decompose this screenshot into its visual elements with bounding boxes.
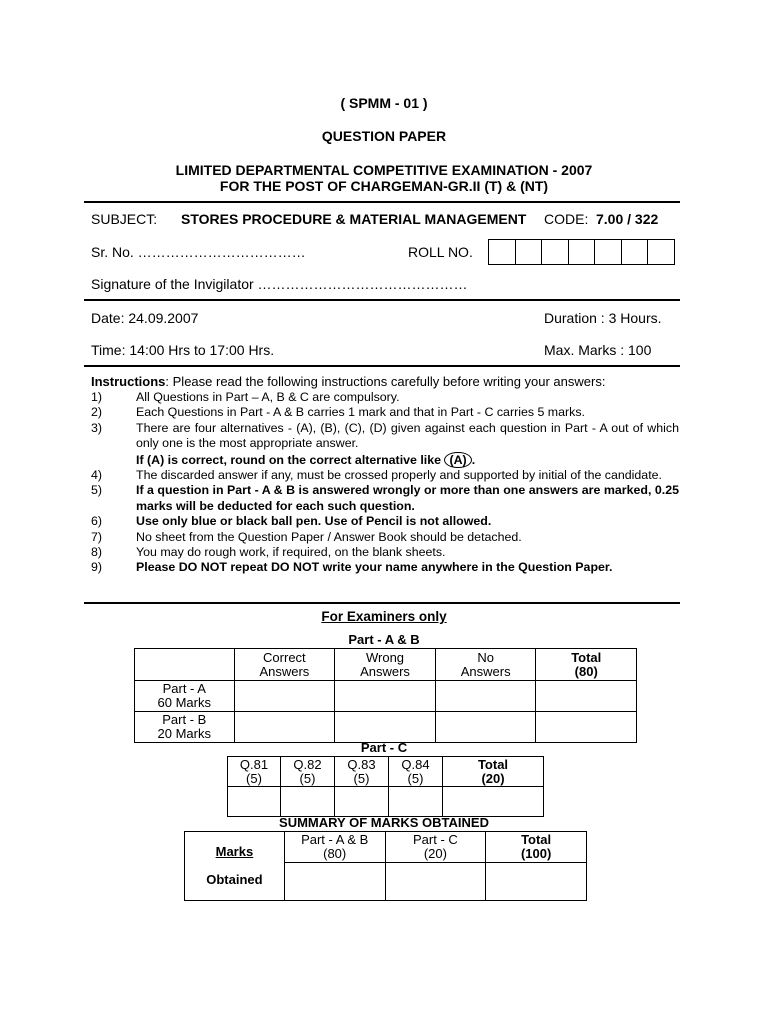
item-text: Please DO NOT repeat DO NOT write your name anywhere in the Question Paper. (136, 560, 613, 575)
summary-table (184, 831, 587, 901)
entry-cell[interactable] (335, 712, 436, 743)
max-marks: Max. Marks : 100 (544, 342, 652, 358)
item-number (91, 452, 136, 468)
part-c-caption: Part - C (360, 740, 408, 755)
entry-cell[interactable] (284, 863, 385, 901)
exam-duration: Duration : 3 Hours. (544, 310, 662, 326)
table-cell (135, 649, 235, 681)
entry-cell[interactable] (234, 712, 335, 743)
entry-cell[interactable] (228, 787, 281, 817)
exam-title: LIMITED DEPARTMENTAL COMPETITIVE EXAMINATION - 2007 (175, 162, 593, 178)
instructions-heading (91, 374, 605, 389)
entry-cell[interactable] (234, 681, 335, 712)
item-number: 6) (91, 514, 103, 529)
header-text: (5) (353, 770, 370, 786)
entry-cell[interactable] (389, 787, 443, 817)
table-cell (284, 832, 385, 863)
header-text: No (477, 649, 494, 665)
table-cell (385, 832, 486, 863)
list-item (91, 545, 679, 560)
header-text: Total (571, 649, 602, 665)
item-number: 4) (91, 468, 103, 483)
row-label: Obtained (206, 872, 263, 887)
code-label: CODE: (544, 211, 589, 227)
summary-caption: SUMMARY OF MARKS OBTAINED (279, 815, 489, 830)
entry-cell[interactable] (335, 681, 436, 712)
header-text: Answers (259, 663, 310, 679)
subject-name: STORES PROCEDURE & MATERIAL MANAGEMENT (181, 211, 527, 227)
header-text: Q.83 (347, 756, 376, 772)
item-number: 5) (91, 483, 103, 498)
part-ab-table (134, 648, 637, 743)
post-title: FOR THE POST OF CHARGEMAN-GR.II (T) & (NT) (219, 178, 549, 194)
roll-no-boxes[interactable] (488, 239, 675, 265)
header-text: Total (477, 756, 509, 772)
header-text: Q.81 (239, 756, 269, 772)
row-label: Marks (215, 844, 254, 859)
header-text: (20) (423, 846, 447, 861)
subject-label: SUBJECT: (91, 211, 158, 227)
list-item (91, 560, 679, 575)
header-text: Correct (263, 649, 306, 665)
roll-no-label: ROLL NO. (408, 244, 473, 260)
table-cell (281, 757, 335, 787)
table-cell (135, 712, 235, 743)
divider (84, 365, 680, 367)
list-item (91, 468, 679, 483)
list-item (91, 452, 679, 468)
item-text: You may do rough work, if required, on the blank sheets. (136, 545, 446, 560)
divider (84, 201, 680, 203)
header-text: Answers (460, 663, 511, 679)
roll-box[interactable] (569, 240, 596, 264)
roll-box[interactable] (595, 240, 622, 264)
table-cell (443, 757, 544, 787)
divider (84, 299, 680, 301)
row-label: Part - A (162, 681, 206, 696)
instructions-title: Instructions (91, 374, 166, 389)
roll-box[interactable] (516, 240, 543, 264)
item-number: 1) (91, 390, 103, 404)
row-label: 20 Marks (157, 726, 211, 741)
sr-no: Sr. No. ……………………………… (91, 244, 306, 260)
item-number: 8) (91, 545, 103, 560)
header-text: Q.84 (401, 756, 430, 772)
roll-box[interactable] (489, 240, 516, 264)
header-text: Wrong (365, 649, 405, 665)
entry-cell[interactable] (435, 681, 536, 712)
instructions-list (91, 390, 679, 576)
item-text: Use only blue or black ball pen. Use of Pencil is not allowed. (136, 514, 492, 529)
entry-cell[interactable] (281, 787, 335, 817)
header-text: (5) (299, 770, 316, 786)
table-cell (486, 832, 587, 863)
header-text: (20) (481, 770, 505, 786)
item-text-end: . (471, 452, 476, 467)
exam-date: Date: 24.09.2007 (91, 310, 199, 326)
header-text: (80) (323, 846, 347, 861)
row-label: 60 Marks (157, 695, 211, 710)
table-row (135, 681, 637, 712)
entry-cell[interactable] (385, 863, 486, 901)
header-text: Part - C (412, 832, 458, 847)
item-number: 3) (91, 420, 103, 435)
header-text: (80) (574, 663, 598, 679)
item-text: There are four alternatives - (A), (B), (C), (D) given against each question in Part - A out of which only one is the most appropriate answer. (136, 420, 679, 451)
instructions-intro: : Please read the following instructions carefully before writing your answers: (165, 374, 606, 389)
table-cell (435, 649, 536, 681)
item-number: 9) (91, 560, 103, 575)
table-row (228, 787, 544, 817)
item-text: No sheet from the Question Paper / Answer Book should be detached. (136, 529, 522, 544)
table-cell (389, 757, 443, 787)
item-text (136, 452, 679, 468)
paper-code: ( SPMM - 01 ) (340, 95, 428, 111)
circled-option: (A) (444, 452, 471, 468)
header-text: Total (521, 832, 552, 847)
exam-time: Time: 14:00 Hrs to 17:00 Hrs. (91, 342, 275, 358)
header-text: (100) (520, 846, 552, 861)
table-cell (335, 649, 436, 681)
entry-cell[interactable] (435, 712, 536, 743)
item-text: Each Questions in Part - A & B carries 1 mark and that in Part - C carries 5 marks. (136, 405, 585, 420)
list-item (91, 390, 679, 405)
row-label: Part - B (162, 712, 207, 727)
entry-cell[interactable] (536, 681, 637, 712)
list-item (91, 483, 679, 514)
list-item (91, 530, 679, 545)
item-text: If a question in Part - A & B is answered wrongly or more than one answers are marked, 0.25 marks will be deducted for each such question. (136, 483, 679, 513)
roll-box[interactable] (648, 240, 674, 264)
header-text: Answers (360, 663, 410, 679)
item-number: 2) (91, 405, 103, 420)
table-row (228, 757, 544, 787)
header-text: Part - A & B (301, 832, 369, 847)
table-cell (536, 649, 637, 681)
item-text-body: If (A) is correct, round on the correct alternative like (136, 452, 442, 467)
header-text: Q.82 (293, 756, 322, 772)
entry-cell[interactable] (443, 787, 544, 817)
header-text: (5) (246, 770, 262, 786)
table-cell (135, 681, 235, 712)
part-c-table (227, 756, 544, 817)
part-ab-caption: Part - A & B (348, 632, 420, 647)
table-cell (228, 757, 281, 787)
list-item (91, 514, 679, 529)
list-item (91, 405, 679, 420)
table-row (135, 649, 637, 681)
header-text: (5) (407, 770, 424, 786)
item-text: All Questions in Part – A, B & C are compulsory. (136, 390, 400, 404)
table-row (135, 712, 637, 743)
table-cell (185, 832, 285, 901)
table-cell (335, 757, 389, 787)
entry-cell[interactable] (536, 712, 637, 743)
examiners-title: For Examiners only (321, 609, 447, 624)
item-text: The discarded answer if any, must be crossed properly and supported by initial of the candidate. (136, 468, 662, 483)
doc-type: QUESTION PAPER (321, 128, 447, 144)
divider (84, 602, 680, 604)
entry-cell[interactable] (335, 787, 389, 817)
table-row (185, 832, 587, 863)
list-item (91, 421, 679, 452)
roll-box[interactable] (622, 240, 649, 264)
roll-box[interactable] (542, 240, 569, 264)
entry-cell[interactable] (486, 863, 587, 901)
item-number: 7) (91, 529, 103, 544)
invigilator-signature: Signature of the Invigilator ……………………………………… (91, 276, 468, 292)
table-cell (234, 649, 335, 681)
code-value: 7.00 / 322 (596, 211, 659, 227)
